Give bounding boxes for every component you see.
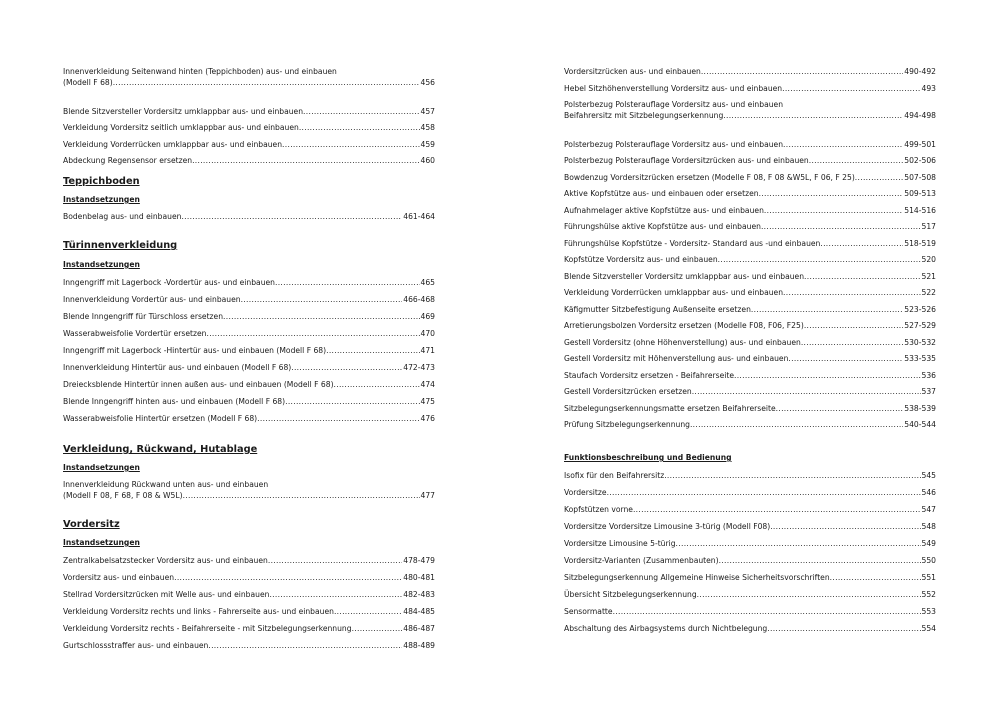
toc-entry-title: Blende Sitzversteller Vordersitz umklappbar aus- und einbauen: [63, 106, 304, 116]
dot-leader: [285, 396, 419, 407]
dot-leader: [303, 106, 419, 117]
page-number: 470: [420, 329, 435, 338]
toc-entry-title: Abdeckung Regensensor ersetzen: [63, 156, 193, 165]
page-number: 458: [420, 123, 435, 132]
toc-entry-title: Arretierungsbolzen Vordersitz ersetzen (Modelle F08, F06, F25): [564, 321, 804, 330]
page-number: 551: [921, 573, 936, 582]
toc-entry[interactable]: [63, 623, 435, 634]
page-number: 507-508: [904, 172, 936, 182]
toc-entry-title: Kopfstützen vorne: [564, 505, 633, 514]
toc-entry[interactable]: [564, 555, 936, 566]
toc-entry-title: Sitzbelegungserkennungsmatte ersetzen Beifahrerseite: [564, 403, 776, 413]
toc-entry[interactable]: [564, 304, 936, 315]
toc-entry[interactable]: [564, 238, 936, 249]
toc-entry-title: Blende Inngengriff hinten aus- und einbauen (Modell F 68): [63, 397, 286, 406]
page-number: 522: [921, 288, 936, 297]
dot-leader: [855, 172, 903, 183]
toc-entry[interactable]: [63, 379, 435, 390]
toc-entry[interactable]: [63, 555, 435, 566]
toc-entry[interactable]: [564, 370, 936, 381]
toc-entry-title: Gestell Vordersitz (ohne Höhenverstellung) aus- und einbauen: [564, 337, 801, 347]
page-number: 469: [420, 312, 435, 321]
toc-entry[interactable]: [564, 99, 936, 121]
page-number: 509-513: [904, 189, 936, 198]
toc-entry[interactable]: [564, 403, 936, 414]
page-number: 523-526: [904, 304, 936, 314]
toc-entry[interactable]: [564, 139, 936, 150]
page-number: 499-501: [904, 139, 936, 149]
dot-leader: [764, 205, 903, 216]
dot-leader: [208, 640, 402, 651]
toc-entry-title: Verkleidung Vorderrücken umklappbar aus- und einbauen: [564, 288, 784, 297]
dot-leader: [269, 589, 402, 600]
dot-leader: [718, 254, 921, 265]
toc-entry[interactable]: [63, 589, 435, 600]
dot-leader: [352, 623, 403, 634]
toc-entry-title: Innenverkleidung Rückwand unten aus- und einbauen: [63, 480, 269, 489]
page-number: 553: [921, 607, 936, 616]
toc-entry[interactable]: [564, 386, 936, 397]
page-number: 533-535: [904, 354, 936, 363]
toc-entry-title: Aufnahmelager aktive Kopfstütze aus- und einbauen: [564, 205, 764, 215]
dot-leader: [723, 110, 903, 121]
toc-entry-title: Polsterbezug Polsterauflage Vordersitz aus- und einbauen: [564, 100, 784, 109]
toc-entry[interactable]: [564, 205, 936, 216]
toc-entry[interactable]: [63, 277, 435, 288]
toc-entry[interactable]: [564, 538, 936, 549]
toc-entry[interactable]: [564, 155, 936, 166]
toc-entry-title: Staufach Vordersitz ersetzen - Beifahrerseite: [564, 370, 734, 380]
toc-entry[interactable]: [564, 271, 936, 282]
dot-leader: [692, 386, 921, 397]
toc-entry[interactable]: [564, 572, 936, 583]
page-number: 484-485: [403, 607, 435, 616]
page-number: 548: [921, 522, 936, 531]
dot-leader: [783, 287, 920, 298]
page-number: 465: [420, 278, 435, 287]
page-number: 493: [921, 83, 936, 93]
toc-entry[interactable]: [564, 589, 936, 600]
toc-entry[interactable]: [63, 328, 435, 339]
dot-leader: [613, 606, 921, 617]
toc-entry-title: Führungshülse Kopfstütze - Vordersitz- Standard aus -und einbauen: [564, 238, 821, 248]
toc-entry-title: Wasserabweisfolie Vordertür ersetzen: [63, 329, 207, 338]
dot-leader: [633, 504, 921, 515]
dot-leader: [761, 221, 921, 232]
toc-entry[interactable]: [63, 311, 435, 322]
toc-entry-title: Gestell Vordersitz mit Höhenverstellung aus- und einbauen: [564, 354, 789, 363]
toc-entry-title: Wasserabweisfolie Hintertür ersetzen (Modell F 68): [63, 414, 258, 423]
toc-list: [63, 66, 435, 166]
page-number: 474: [420, 380, 435, 389]
toc-list: [63, 211, 435, 222]
subsection-heading: Instandsetzungen: [63, 260, 140, 269]
page-number: 475: [420, 397, 435, 406]
toc-entry[interactable]: [564, 221, 936, 232]
dot-leader: [697, 589, 921, 600]
page-number: 538-539: [904, 403, 936, 413]
toc-entry[interactable]: [564, 66, 936, 77]
subsection-heading: Instandsetzungen: [63, 195, 140, 204]
page-number: 537: [921, 387, 936, 396]
toc-entry[interactable]: [564, 320, 936, 331]
page-number: 540-544: [904, 420, 936, 429]
dot-leader: [801, 337, 903, 348]
dot-leader: [759, 188, 904, 199]
toc-entry[interactable]: [63, 122, 435, 133]
dot-leader: [734, 370, 921, 381]
toc-entry-title-cont: (Modell F 68): [63, 78, 113, 87]
dot-leader: [181, 211, 402, 222]
toc-entry-title: Verkleidung Vordersitz rechts und links - Fahrerseite aus- und einbauen: [63, 607, 334, 616]
dot-leader: [690, 419, 903, 430]
subsection-heading: Instandsetzungen: [63, 463, 140, 472]
dot-leader: [291, 362, 402, 373]
toc-entry-title: Innenverkleidung Hintertür aus- und einbauen (Modell F 68): [63, 363, 292, 372]
toc-entry-title: Vordersitze Vordersitze Limousine 3-türig (Modell F08): [564, 522, 771, 531]
page-number: 461-464: [403, 212, 435, 221]
toc-entry[interactable]: [564, 188, 936, 199]
toc-entry[interactable]: [564, 83, 936, 94]
subsection-heading-funktionsbeschreibung: Funktionsbeschreibung und Bedienung: [564, 453, 732, 462]
dot-leader: [830, 572, 921, 583]
section-heading-verkleidung: Verkleidung, Rückwand, Hutablage: [63, 444, 258, 455]
toc-entry[interactable]: [63, 479, 435, 501]
toc-entry[interactable]: [564, 606, 936, 617]
toc-entry[interactable]: [564, 487, 936, 498]
dot-leader: [183, 490, 420, 501]
dot-leader: [804, 320, 903, 331]
toc-entry[interactable]: [564, 419, 936, 430]
toc-entry-title: Gestell Vordersitzrücken ersetzen: [564, 387, 692, 396]
page-number: 517: [921, 222, 936, 231]
dot-leader: [192, 155, 419, 166]
dot-leader: [664, 470, 920, 481]
section-heading-tuerinnenverkleidung: Türinnenverkleidung: [63, 240, 178, 251]
page-number: 471: [420, 346, 435, 355]
page-number: 494-498: [904, 111, 936, 120]
toc-entry-title: Inngengriff mit Lagerbock -Hintertür aus- und einbauen (Modell F 68): [63, 346, 327, 355]
toc-entry-title: Polsterbezug Polsterauflage Vordersitzrücken aus- und einbauen: [564, 156, 809, 165]
dot-leader: [719, 555, 921, 566]
page-number: 552: [921, 590, 936, 599]
page-number: 549: [921, 539, 936, 548]
page-number: 545: [921, 471, 936, 480]
toc-entry-title: Führungshülse aktive Kopfstütze aus- und einbauen: [564, 222, 761, 231]
dot-leader: [751, 304, 903, 315]
page-number: 472-473: [403, 363, 435, 372]
dot-leader: [113, 77, 420, 88]
toc-entry[interactable]: [564, 254, 936, 265]
toc-entry[interactable]: [63, 139, 435, 150]
toc-entry[interactable]: [63, 345, 435, 356]
toc-entry-title: Bodenbelag aus- und einbauen: [63, 212, 182, 221]
dot-leader: [326, 345, 419, 356]
toc-entry-title: Käfigmutter Sitzbefestigung Außenseite ersetzen: [564, 304, 751, 314]
page-number: 520: [921, 255, 936, 264]
toc-entry-title: Isofix für den Beifahrersitz: [564, 471, 665, 480]
dot-leader: [174, 572, 402, 583]
dot-leader: [820, 238, 903, 249]
toc-entry-title: Gurtschlossstraffer aus- und einbauen: [63, 641, 209, 650]
toc-entry[interactable]: [564, 521, 936, 532]
page-number: 482-483: [403, 590, 435, 599]
toc-entry-title: Vordersitze: [564, 488, 607, 497]
toc-entry[interactable]: [63, 606, 435, 617]
dot-leader: [788, 353, 903, 364]
toc-entry[interactable]: [564, 470, 936, 481]
page-number: 554: [921, 624, 936, 633]
toc-entry-title: Übersicht Sitzbelegungserkennung: [564, 590, 697, 599]
toc-entry-title: Polsterbezug Polsterauflage Vordersitz aus- und einbauen: [564, 139, 784, 149]
toc-entry[interactable]: [63, 362, 435, 373]
page-number: 460: [420, 156, 435, 165]
toc-list: [63, 277, 435, 424]
toc-entry[interactable]: [564, 337, 936, 348]
page-number: 530-532: [904, 337, 936, 347]
toc-list: [564, 66, 936, 430]
toc-entry[interactable]: [63, 66, 435, 88]
toc-entry-title: Sitzbelegungserkennung Allgemeine Hinweise Sicherheitsvorschriften: [564, 573, 830, 582]
toc-entry-title: Zentralkabelsatzstecker Vordersitz aus- und einbauen: [63, 556, 268, 565]
dot-leader: [770, 521, 920, 532]
toc-entry-title: Kopfstütze Vordersitz aus- und einbauen: [564, 255, 718, 264]
dot-leader: [783, 139, 903, 150]
page-number: 521: [921, 271, 936, 281]
dot-leader: [809, 155, 904, 166]
toc-entry[interactable]: [63, 572, 435, 583]
dot-leader: [701, 66, 903, 77]
page-number: 476: [420, 414, 435, 423]
dot-leader: [257, 413, 419, 424]
page-number: 486-487: [403, 624, 435, 633]
page-number: 480-481: [403, 573, 435, 582]
dot-leader: [782, 83, 920, 94]
toc-entry-title: Dreiecksblende Hintertür innen außen aus- und einbauen (Modell F 68): [63, 380, 334, 389]
page-number: 550: [921, 556, 936, 565]
dot-leader: [268, 555, 402, 566]
toc-entry-title: Inngengriff mit Lagerbock -Vordertür aus- und einbauen: [63, 278, 275, 287]
page-number: 466-468: [403, 295, 435, 304]
toc-entry[interactable]: [63, 106, 435, 117]
dot-leader: [275, 277, 420, 288]
page-number: 527-529: [904, 321, 936, 330]
subsection-heading: Instandsetzungen: [63, 538, 140, 547]
dot-leader: [804, 271, 920, 282]
dot-leader: [676, 538, 921, 549]
toc-entry[interactable]: [63, 640, 435, 651]
left-column: [63, 0, 435, 706]
page-number: 477: [420, 491, 435, 500]
toc-entry-title: Blende Inngengriff für Türschloss ersetzen: [63, 312, 224, 321]
dot-leader: [776, 403, 904, 414]
toc-entry-title: Prüfung Sitzbelegungserkennung: [564, 420, 690, 429]
toc-entry-title: Innenverkleidung Vordertür aus- und einbauen: [63, 295, 241, 304]
page-number: 488-489: [403, 641, 435, 650]
page-number: 457: [420, 106, 435, 116]
toc-entry-title: Aktive Kopfstütze aus- und einbauen oder ersetzen: [564, 189, 759, 198]
toc-entry[interactable]: [63, 396, 435, 407]
dot-leader: [299, 122, 420, 133]
toc-entry-title: Vordersitzrücken aus- und einbauen: [564, 67, 701, 76]
toc-list: [63, 479, 435, 501]
right-column: [564, 0, 936, 706]
toc-entry[interactable]: [564, 504, 936, 515]
toc-entry-title: Blende Sitzversteller Vordersitz umklappbar aus- und einbauen: [564, 271, 805, 281]
dot-leader: [334, 606, 402, 617]
page-number: 518-519: [904, 238, 936, 248]
section-heading-teppichboden: Teppichboden: [63, 176, 140, 187]
toc-entry[interactable]: [564, 172, 936, 183]
toc-entry-title: Abschaltung des Airbagsystems durch Nichtbelegung: [564, 624, 768, 633]
page-number: 478-479: [403, 556, 435, 565]
page-number: 490-492: [904, 67, 936, 76]
toc-entry-title: Verkleidung Vordersitz rechts - Beifahrerseite - mit Sitzbelegungserkennung: [63, 624, 352, 633]
toc-entry-title: Verkleidung Vorderrücken umklappbar aus- und einbauen: [63, 139, 283, 149]
toc-entry-title: Stellrad Vordersitzrücken mit Welle aus- und einbauen: [63, 590, 270, 599]
dot-leader: [282, 139, 419, 150]
toc-entry-title-cont: (Modell F 08, F 68, F 08 & W5L): [63, 491, 183, 500]
toc-entry-title: Hebel Sitzhöhenverstellung Vordersitz aus- und einbauen: [564, 83, 783, 93]
page-number: 459: [420, 139, 435, 149]
toc-entry-title: Vordersitze Limousine 5-türig: [564, 539, 676, 548]
dot-leader: [334, 379, 420, 390]
dot-leader: [223, 311, 419, 322]
toc-list: [564, 470, 936, 634]
toc-entry-title: Vordersitz aus- und einbauen: [63, 573, 175, 582]
dot-leader: [767, 623, 920, 634]
page-number: 456: [420, 78, 435, 87]
dot-leader: [607, 487, 921, 498]
toc-entry-title: Innenverkleidung Seitenwand hinten (Teppichboden) aus- und einbauen: [63, 67, 337, 76]
page-number: 536: [921, 370, 936, 380]
section-heading-vordersitz: Vordersitz: [63, 519, 120, 530]
toc-entry[interactable]: [63, 294, 435, 305]
dot-leader: [206, 328, 419, 339]
toc-entry-title: Vordersitz-Varianten (Zusammenbauten): [564, 556, 719, 565]
toc-entry[interactable]: [63, 211, 435, 222]
page-number: 547: [921, 505, 936, 514]
toc-entry[interactable]: [63, 155, 435, 166]
page-number: 546: [921, 488, 936, 497]
dot-leader: [241, 294, 403, 305]
toc-entry-title: Bowdenzug Vordersitzrücken ersetzen (Modelle F 08, F 08 &W5L, F 06, F 25): [564, 172, 855, 182]
page-number: 502-506: [904, 156, 936, 165]
toc-entry[interactable]: [564, 287, 936, 298]
toc-entry[interactable]: [63, 413, 435, 424]
toc-entry-title-cont: Beifahrersitz mit Sitzbelegungserkennung: [564, 111, 724, 120]
page-number: 514-516: [904, 205, 936, 215]
toc-entry-title: Verkleidung Vordersitz seitlich umklappbar aus- und einbauen: [63, 123, 299, 132]
toc-entry[interactable]: [564, 623, 936, 634]
toc-list: [63, 555, 435, 651]
toc-entry-title: Sensormatte: [564, 607, 613, 616]
toc-entry[interactable]: [564, 353, 936, 364]
